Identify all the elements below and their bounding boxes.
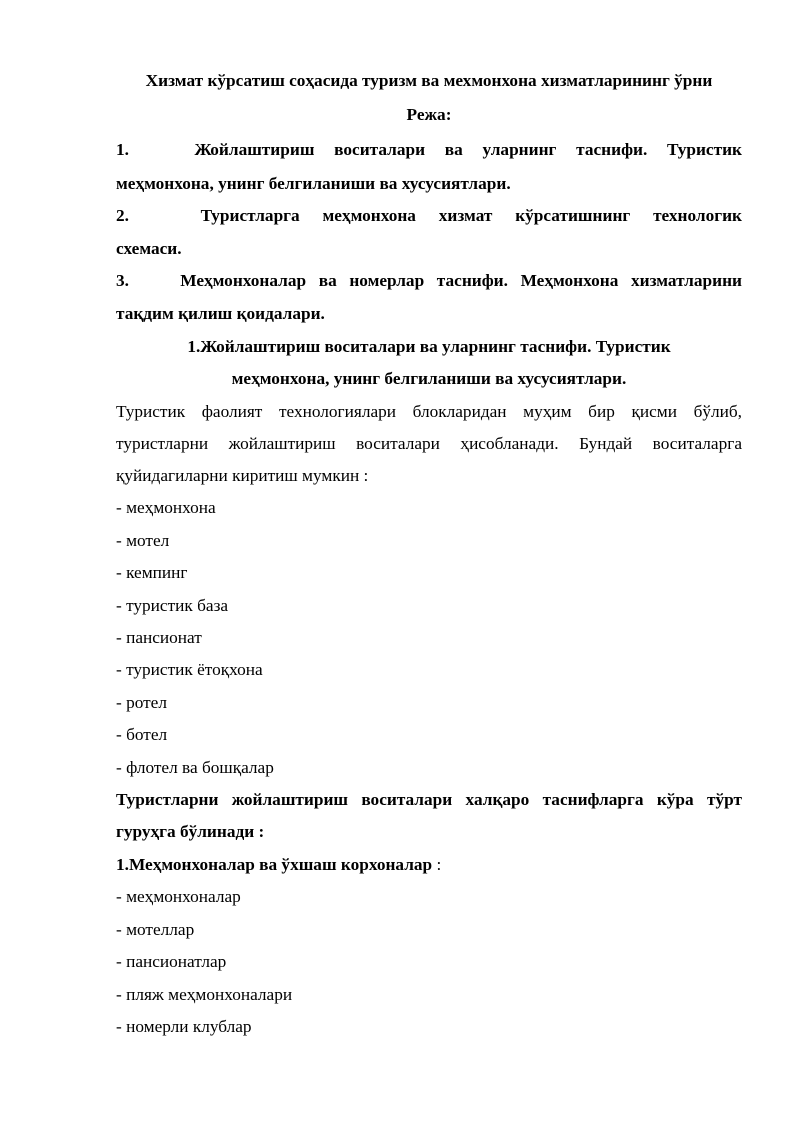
list-item: - кемпинг — [116, 563, 188, 582]
plan-number: 1. — [116, 140, 129, 159]
list-item: - мотеллар — [116, 920, 195, 939]
list-item: - меҳмонхоналар — [116, 887, 241, 906]
plan-number: 2. — [116, 206, 129, 225]
section-heading: меҳмонхона, унинг белгиланиши ва хусусиятлари. — [231, 369, 627, 388]
plan-text-line: Туристларга меҳмонхона хизмат кўрсатишнинг технологик — [200, 206, 742, 225]
list-item: - пляж меҳмонхоналари — [116, 985, 293, 1004]
list-item: - меҳмонхона — [116, 498, 216, 517]
plan-text-line: тақдим қилиш қоидалари. — [116, 304, 325, 323]
plan-item-3 — [116, 271, 742, 291]
list-item: - пансионат — [116, 628, 202, 647]
list-item: - флотел ва бошқалар — [116, 758, 274, 777]
plan-text-line: меҳмонхона, унинг белгиланиши ва хусусиятлари. — [116, 174, 511, 193]
plan-item-1 — [116, 140, 742, 160]
group-subheading-title: 1.Меҳмонхоналар ва ўхшаш корхоналар — [116, 855, 433, 874]
list-item: - ботел — [116, 725, 168, 744]
list-item: - номерли клублар — [116, 1017, 252, 1036]
list-item: - туристик база — [116, 596, 229, 615]
paragraph-line: Туристик фаолият технологиялари блокларидан муҳим бир қисми бўлиб, — [116, 402, 742, 421]
plan-text-line: схемаси. — [116, 239, 182, 258]
document-title: Хизмат кўрсатиш соҳасида туризм ва мехмонхона хизматларининг ўрни — [145, 71, 713, 90]
list-item: - туристик ётоқхона — [116, 660, 263, 679]
groups-heading: Туристларни жойлаштириш воситалари халқаро таснифларга кўра тўрт — [116, 790, 742, 809]
section-heading: 1.Жойлаштириш воситалари ва уларнинг таснифи. Туристик — [187, 337, 671, 356]
paragraph-line: туристларни жойлаштириш воситалари ҳисобланади. Бундай воситаларга — [116, 434, 742, 453]
plan-heading: Режа: — [406, 105, 452, 124]
groups-heading: гуруҳга бўлинади : — [116, 822, 265, 841]
plan-text-line: Меҳмонхоналар ва номерлар таснифи. Меҳмонхона хизматларини — [180, 271, 743, 290]
plan-number: 3. — [116, 271, 129, 290]
list-item: - пансионатлар — [116, 952, 227, 971]
list-item: - ротел — [116, 693, 167, 712]
plan-item-2 — [116, 206, 742, 226]
group-subheading — [116, 855, 441, 875]
list-item: - мотел — [116, 531, 170, 550]
plan-text-line: Жойлаштириш воситалари ва уларнинг таснифи. Туристик — [194, 140, 743, 159]
group-subheading-colon: : — [432, 855, 442, 874]
paragraph-line: қуйидагиларни киритиш мумкин : — [116, 466, 369, 485]
